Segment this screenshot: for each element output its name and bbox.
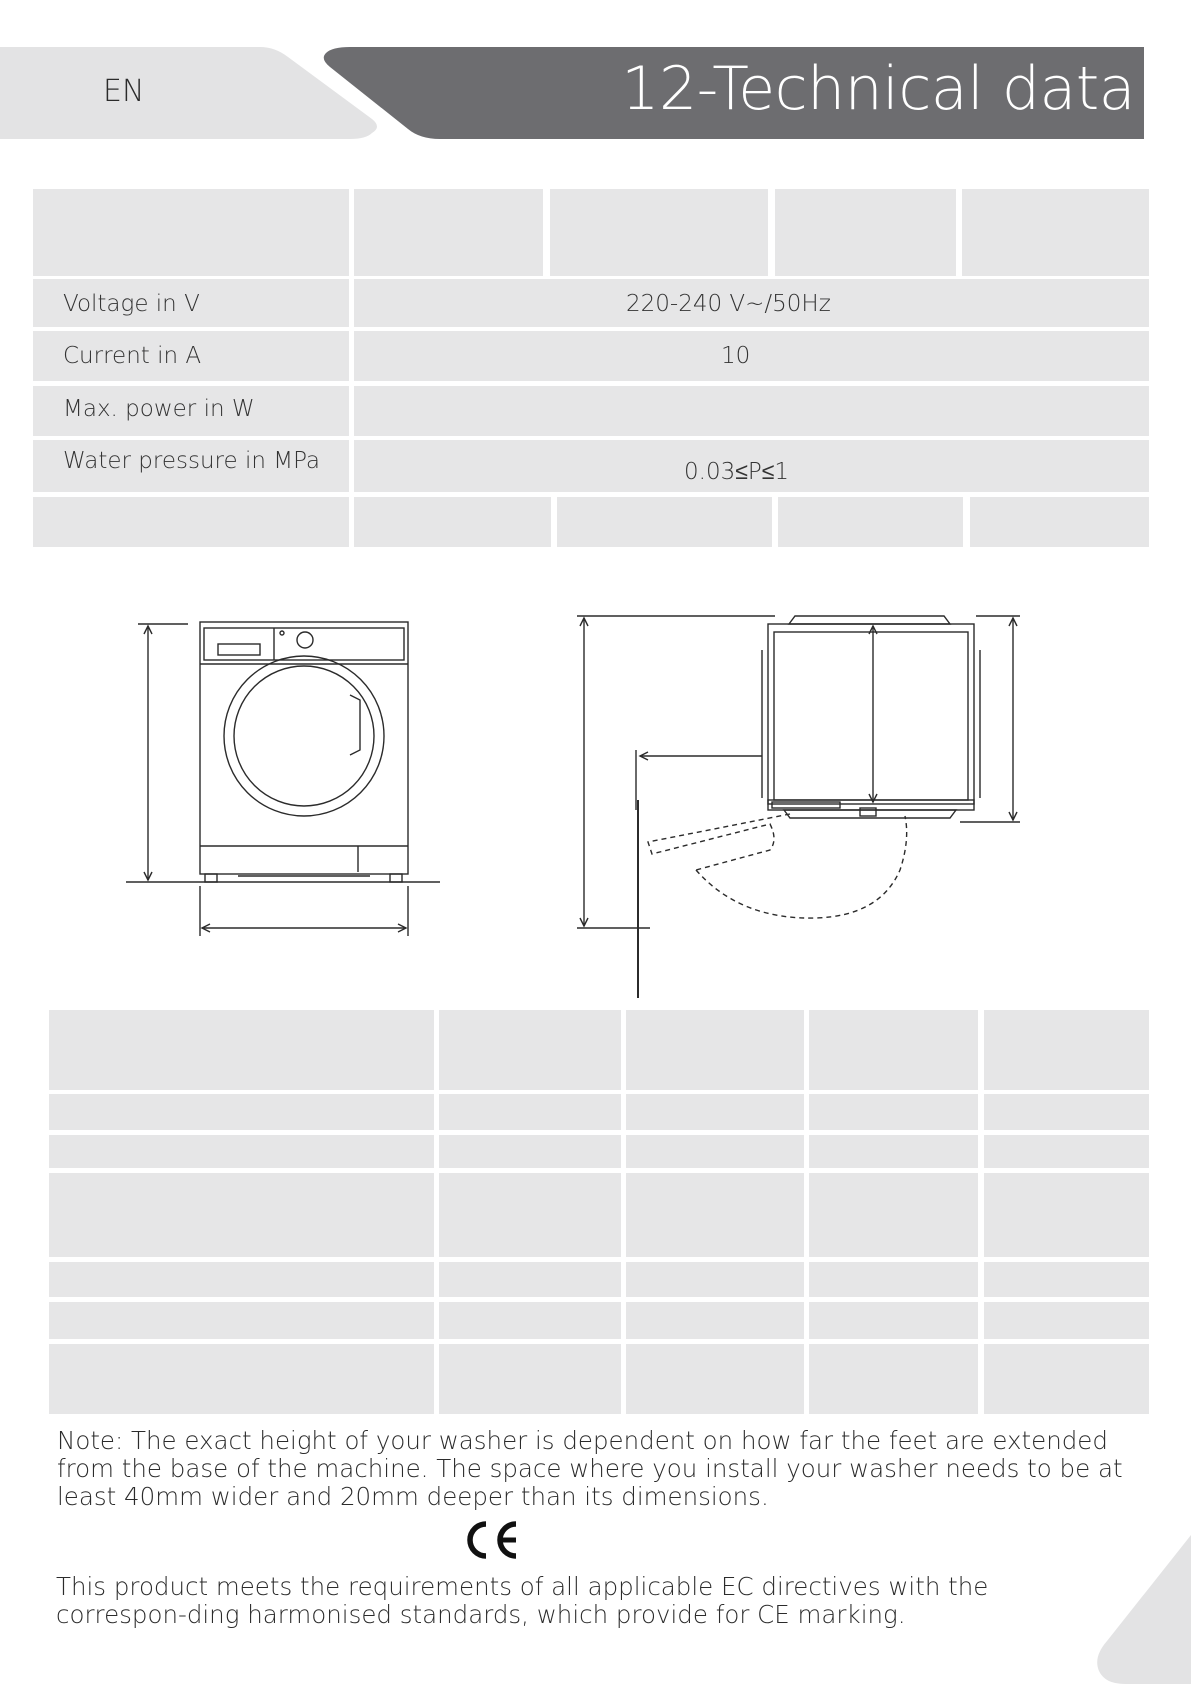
ce-statement: This product meets the requirements of all applicable EC directives with the correspon-ding harmonised standards, which provide for CE marking. xyxy=(56,1572,989,1629)
dim-cell xyxy=(809,1135,978,1168)
spec-header-cell xyxy=(550,189,768,276)
spec-value: 0.03≤P≤1 xyxy=(684,459,789,485)
dim-cell xyxy=(49,1135,434,1168)
dim-cell xyxy=(626,1094,804,1130)
spec-footer-cell xyxy=(970,497,1149,547)
washer-front-view-drawing xyxy=(126,622,440,936)
corner-tab xyxy=(1085,1535,1191,1684)
spec-header-cell xyxy=(962,189,1149,276)
spec-label: Current in A xyxy=(63,343,202,369)
spec-value-cell xyxy=(354,279,1149,327)
dim-cell xyxy=(626,1010,804,1090)
dim-cell xyxy=(49,1173,434,1257)
language-label: EN xyxy=(103,74,145,109)
dim-cell xyxy=(49,1094,434,1130)
spec-value: 10 xyxy=(721,343,751,369)
spec-header-cell xyxy=(33,189,349,276)
dim-cell xyxy=(809,1344,978,1414)
dim-cell xyxy=(439,1135,621,1168)
dim-cell xyxy=(439,1010,621,1090)
dimension-note: Note: The exact height of your washer is dependent on how far the feet are extended from the base of the machine. The space where you install your washer needs to be at least 40mm wider and 20mm deeper than its dimensions. xyxy=(57,1426,1123,1511)
dim-cell xyxy=(984,1135,1149,1168)
dim-cell xyxy=(984,1262,1149,1297)
dim-cell xyxy=(809,1010,978,1090)
dim-cell xyxy=(439,1094,621,1130)
spec-footer-cell xyxy=(354,497,551,547)
dim-cell xyxy=(626,1135,804,1168)
dim-cell xyxy=(984,1010,1149,1090)
page-title: 12-Technical data xyxy=(621,54,1135,124)
dim-cell xyxy=(984,1094,1149,1130)
dim-cell xyxy=(439,1262,621,1297)
spec-footer-cell xyxy=(557,497,772,547)
spec-value-cell xyxy=(354,386,1149,436)
dim-cell xyxy=(626,1344,804,1414)
dim-cell xyxy=(626,1262,804,1297)
washer-side-view-drawing xyxy=(577,616,1020,998)
dim-cell xyxy=(984,1302,1149,1339)
dim-cell xyxy=(626,1302,804,1339)
dim-cell xyxy=(984,1344,1149,1414)
dim-cell xyxy=(809,1262,978,1297)
dim-cell xyxy=(49,1344,434,1414)
spec-value-cell xyxy=(354,331,1149,381)
dim-cell xyxy=(49,1010,434,1090)
spec-label-cell xyxy=(33,331,349,381)
spec-header-cell xyxy=(354,189,543,276)
dim-cell xyxy=(439,1302,621,1339)
spec-label: Max. power in W xyxy=(63,396,255,422)
spec-value-cell xyxy=(354,440,1149,492)
spec-label-cell xyxy=(33,279,349,327)
spec-label-cell xyxy=(33,440,349,492)
dim-cell xyxy=(439,1344,621,1414)
dim-cell xyxy=(49,1302,434,1339)
dim-cell xyxy=(809,1094,978,1130)
ce-mark-icon xyxy=(462,1518,520,1562)
dim-cell xyxy=(439,1173,621,1257)
dim-cell xyxy=(626,1173,804,1257)
dim-cell xyxy=(49,1262,434,1297)
spec-label: Water pressure in MPa xyxy=(63,448,321,474)
spec-value: 220-240 V~/50Hz xyxy=(626,291,831,317)
spec-header-cell xyxy=(775,189,956,276)
dim-cell xyxy=(984,1173,1149,1257)
technical-drawings xyxy=(0,600,1191,1010)
spec-label: Voltage in V xyxy=(63,291,200,317)
dim-cell xyxy=(809,1173,978,1257)
spec-label-cell xyxy=(33,386,349,436)
spec-footer-cell xyxy=(778,497,963,547)
spec-footer-cell xyxy=(33,497,349,547)
dim-cell xyxy=(809,1302,978,1339)
